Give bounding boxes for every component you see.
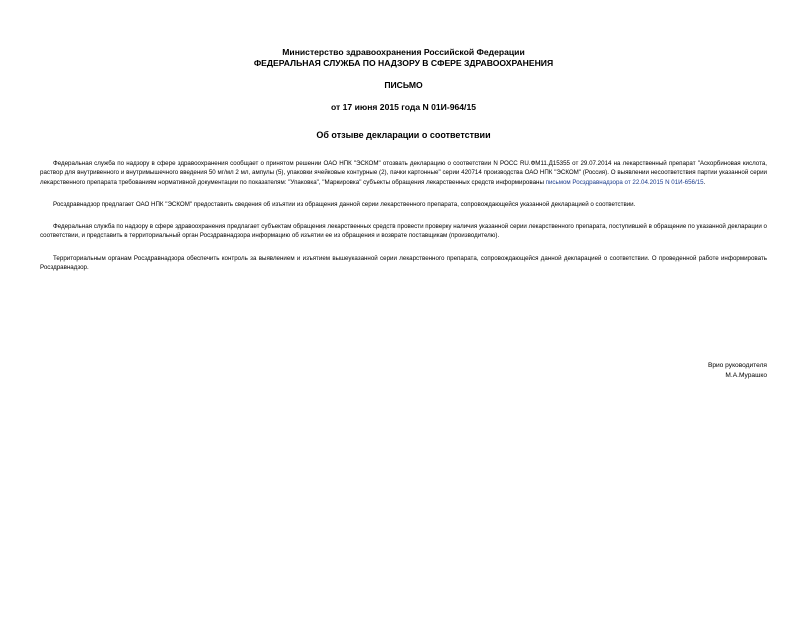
paragraph-1-text: Федеральная служба по надзору в сфере здравоохранения сообщает о принятом решении ОАО НПК "ЭСКОМ" отозвать декларацию о соответствии N РОСС RU.ФМ11.Д15355 от 29.07.2014 на лекарственный препарат "Аскорбиновая кислота, раствор для внутривенного и внутримышечного введения 50 мг/мл 2 мл, ампулы (5), упаковки ячейковые контурные (2), пачки картонные" серии 420714 производства ОАО НПК "ЭСКОМ" (Россия). О выявлении несоответствия партии указанной серии лекарственного препарата требованиям нормативной документации по показателям: "Упаковка", "Маркировка" субъекты обращения лекарственных средств информированы [40, 160, 767, 186]
paragraph-1-end: . [703, 178, 706, 186]
document-page [0, 47, 807, 618]
paragraph-2: Росздравнадзор предлагает ОАО НПК "ЭСКОМ" предоставить сведения об изъятии из обращения данной серии лекарственного препарата, сопровождающейся указанной декларацией о соответствии. [53, 200, 636, 208]
signer-name: М.А.Мурашко [725, 371, 767, 379]
ministry-title: Министерство здравоохранения Российской Федерации [282, 47, 525, 57]
paragraph-4: Территориальным органам Росздравнадзора обеспечить контроль за выявлением и изъятием вышеуказанной серии лекарственного препарата, сопровождающейся данной декларацией о соответствии. О проведенной работе информировать Росздравнадзор. [40, 254, 767, 272]
document-type: ПИСЬМО [384, 80, 423, 90]
document-date: от 17 июня 2015 года N 01И-964/15 [331, 102, 476, 112]
paragraph-1 [40, 159, 767, 187]
document-subject: Об отзыве декларации о соответствии [316, 130, 491, 140]
document-body [40, 159, 767, 272]
reference-letter-link[interactable]: письмом Росздравнадзора от 22.04.2015 N 01И-656/15 [545, 178, 704, 186]
signer-position: Врио руководителя [707, 362, 767, 369]
signature-block [708, 361, 767, 380]
paragraph-3: Федеральная служба по надзору в сфере здравоохранения предлагает субъектам обращения лекарственных средств провести проверку наличия указанной серии лекарственного препарата, поступившей в обращение по указанной декларации о соответствии, и представить в территориальный орган Росздравнадзора информацию об изъятии ее из обращения и возврате поставщикам (производителю). [40, 223, 767, 240]
agency-title: ФЕДЕРАЛЬНАЯ СЛУЖБА ПО НАДЗОРУ В СФЕРЕ ЗДРАВООХРАНЕНИЯ [253, 58, 554, 68]
